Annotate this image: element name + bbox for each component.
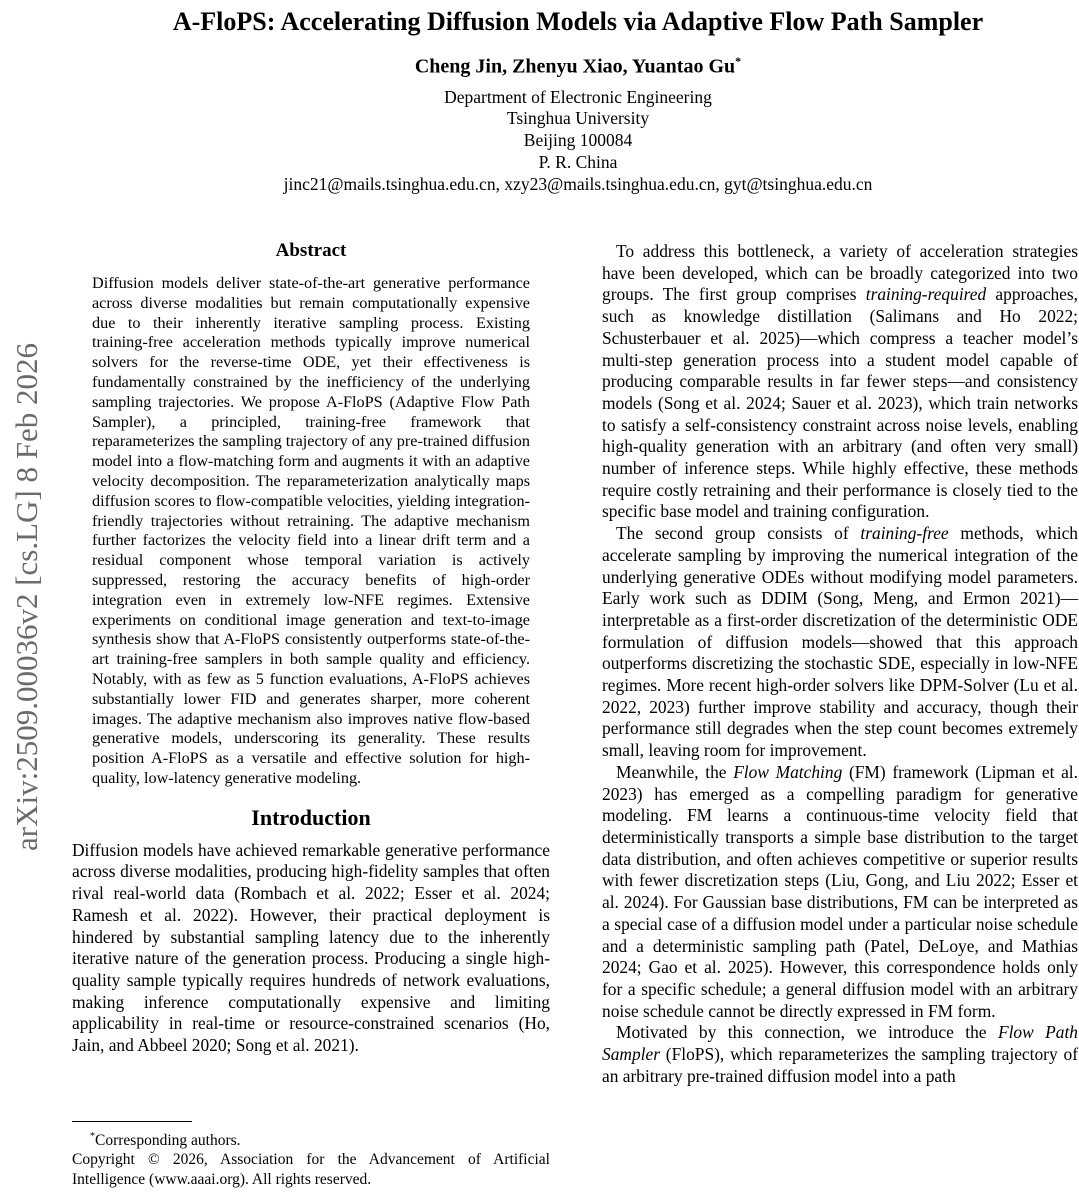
arxiv-watermark: arXiv:2509.00036v2 [cs.LG] 8 Feb 2026 [9,343,44,851]
author-emails: jinc21@mails.tsinghua.edu.cn, xzy23@mails.tsinghua.edu.cn, gyt@tsinghua.edu.cn [283,173,873,194]
footnote-asterisk: * [90,1131,95,1142]
introduction-paragraph: Diffusion models have achieved remarkable generative performance across diverse modalities, producing high-fidelity samples that often rival real-world data (Rombach et al. 2022; Esser et al. 2024; Ramesh et al. 2022). However, their practical deployment is hindered by substantial sampling latency due to the inherently iterative nature of the generation process. Producing a single high-quality sample typically requires hundreds of network evaluations, making inference computationally expensive and limiting applicability in real-time or resource-constrained scenarios (Ho, Jain, and Abbeel 2020; Song et al. 2021). [72,839,550,1056]
left-column [72,240,550,1057]
affiliation-city: Beijing 100084 [523,130,633,151]
paragraph-flops-intro: Motivated by this connection, we introduce the Flow Path Sampler (FloPS), which reparameterizes the sampling trajectory of an arbitrary pre-trained diffusion model into a path [602,1022,1078,1086]
paper-header [77,0,1079,196]
paragraph-training-free-methods: The second group consists of training-free methods, which accelerate sampling by improving the numerical integration of the underlying generative ODEs without modifying model parameters. Early work such as DDIM (Song, Meng, and Ermon 2021)—interpretable as a first-order discretization of the deterministic ODE formulation of diffusion models—showed that this approach outperforms discretizing the stochastic SDE, especially in low-NFE regimes. More recent high-order solvers like DPM-Solver (Lu et al. 2022, 2023) further improve stability and accuracy, though their performance still degrades when the step count becomes extremely small, leaving room for improvement. [602,523,1078,761]
corresponding-author-mark: * [735,54,742,68]
author-names: Cheng Jin, Zhenyu Xiao, Yuantao Gu [414,55,736,78]
footnote-copyright: Copyright © 2026, Association for the Advancement of Artificial Intelligence (www.aaai.org). All rights reserved. [72,1151,550,1188]
footnote-corresponding [72,1127,550,1150]
footnote-block [72,1121,550,1189]
abstract-heading: Abstract [275,240,347,261]
abstract-text: Diffusion models deliver state-of-the-art generative performance across diverse modalities but remain computationally expensive due to their inherently iterative sampling process. Existing training-free acceleration methods typically improve numerical solvers for the reverse-time ODE, yet their effectiveness is fundamentally constrained by the inefficiency of the underlying sampling trajectories. We propose A-FloPS (Adaptive Flow Path Sampler), a principled, training-free framework that reparameterizes the sampling trajectory of any pre-trained diffusion model into a flow-matching form and augments it with an adaptive velocity decomposition. The reparameterization analytically maps diffusion scores to flow-compatible velocities, yielding integration-friendly trajectories without retraining. The adaptive mechanism further factorizes the velocity field into a linear drift term and a residual component whose temporal variation is actively suppressed, restoring the accuracy benefits of high-order integration even in extremely low-NFE regimes. Extensive experiments on conditional image generation and text-to-image synthesis show that A-FloPS consistently outperforms state-of-the-art training-free samplers in both sample quality and efficiency. Notably, with as few as 5 function evaluations, A-FloPS achieves substantially lower FID and generates sharper, more coherent images. The adaptive mechanism also improves native flow-based generative models, underscoring its generality. These results position A-FloPS as a versatile and effective solution for high-quality, low-latency generative modeling. [92,274,530,787]
paragraph-acceleration-strategies: To address this bottleneck, a variety of acceleration strategies have been developed, which can be broadly categorized into two groups. The first group comprises training-required approaches, such as knowledge distillation (Salimans and Ho 2022; Schusterbauer et al. 2025)—which compress a teacher model’s multi-step generation process into a student model capable of producing comparable results in far fewer steps—and consistency models (Song et al. 2024; Sauer et al. 2023), which train networks to satisfy a self-consistency constraint across noise levels, enabling high-quality generation with an arbitrary (and often very small) number of inference steps. While highly effective, these methods require costly retraining and their performance is closely tied to the specific base model and training configuration. [602,241,1078,522]
footnote-corresponding-text: Corresponding authors. [95,1132,241,1150]
paragraph-flow-matching: Meanwhile, the Flow Matching (FM) framework (Lipman et al. 2023) has emerged as a compelling paradigm for generative modeling. FM learns a continuous-time velocity field that deterministically transports a simple base distribution to the target data distribution, and often achieves competitive or superior results with fewer discretization steps (Liu, Gong, and Liu 2022; Esser et al. 2024). For Gaussian base distributions, FM can be interpreted as a special case of a diffusion model under a particular noise schedule and a deterministic sampling path (Patel, DeLoye, and Mathias 2024; Gao et al. 2025). However, this correspondence holds only for a specific schedule; a general diffusion model with an arbitrary noise schedule cannot be directly expressed in FM form. [602,761,1078,1021]
affiliation-block [77,87,1079,196]
affiliation-department: Department of Electronic Engineering [444,86,712,107]
introduction-heading: Introduction [251,804,371,830]
authors-line [77,54,1079,79]
footnote-rule [72,1121,192,1122]
paper-title: A-FloPS: Accelerating Diffusion Models via Adaptive Flow Path Sampler [172,7,984,36]
affiliation-country: P. R. China [538,152,618,173]
affiliation-university: Tsinghua University [506,108,650,129]
right-column [602,241,1078,1087]
